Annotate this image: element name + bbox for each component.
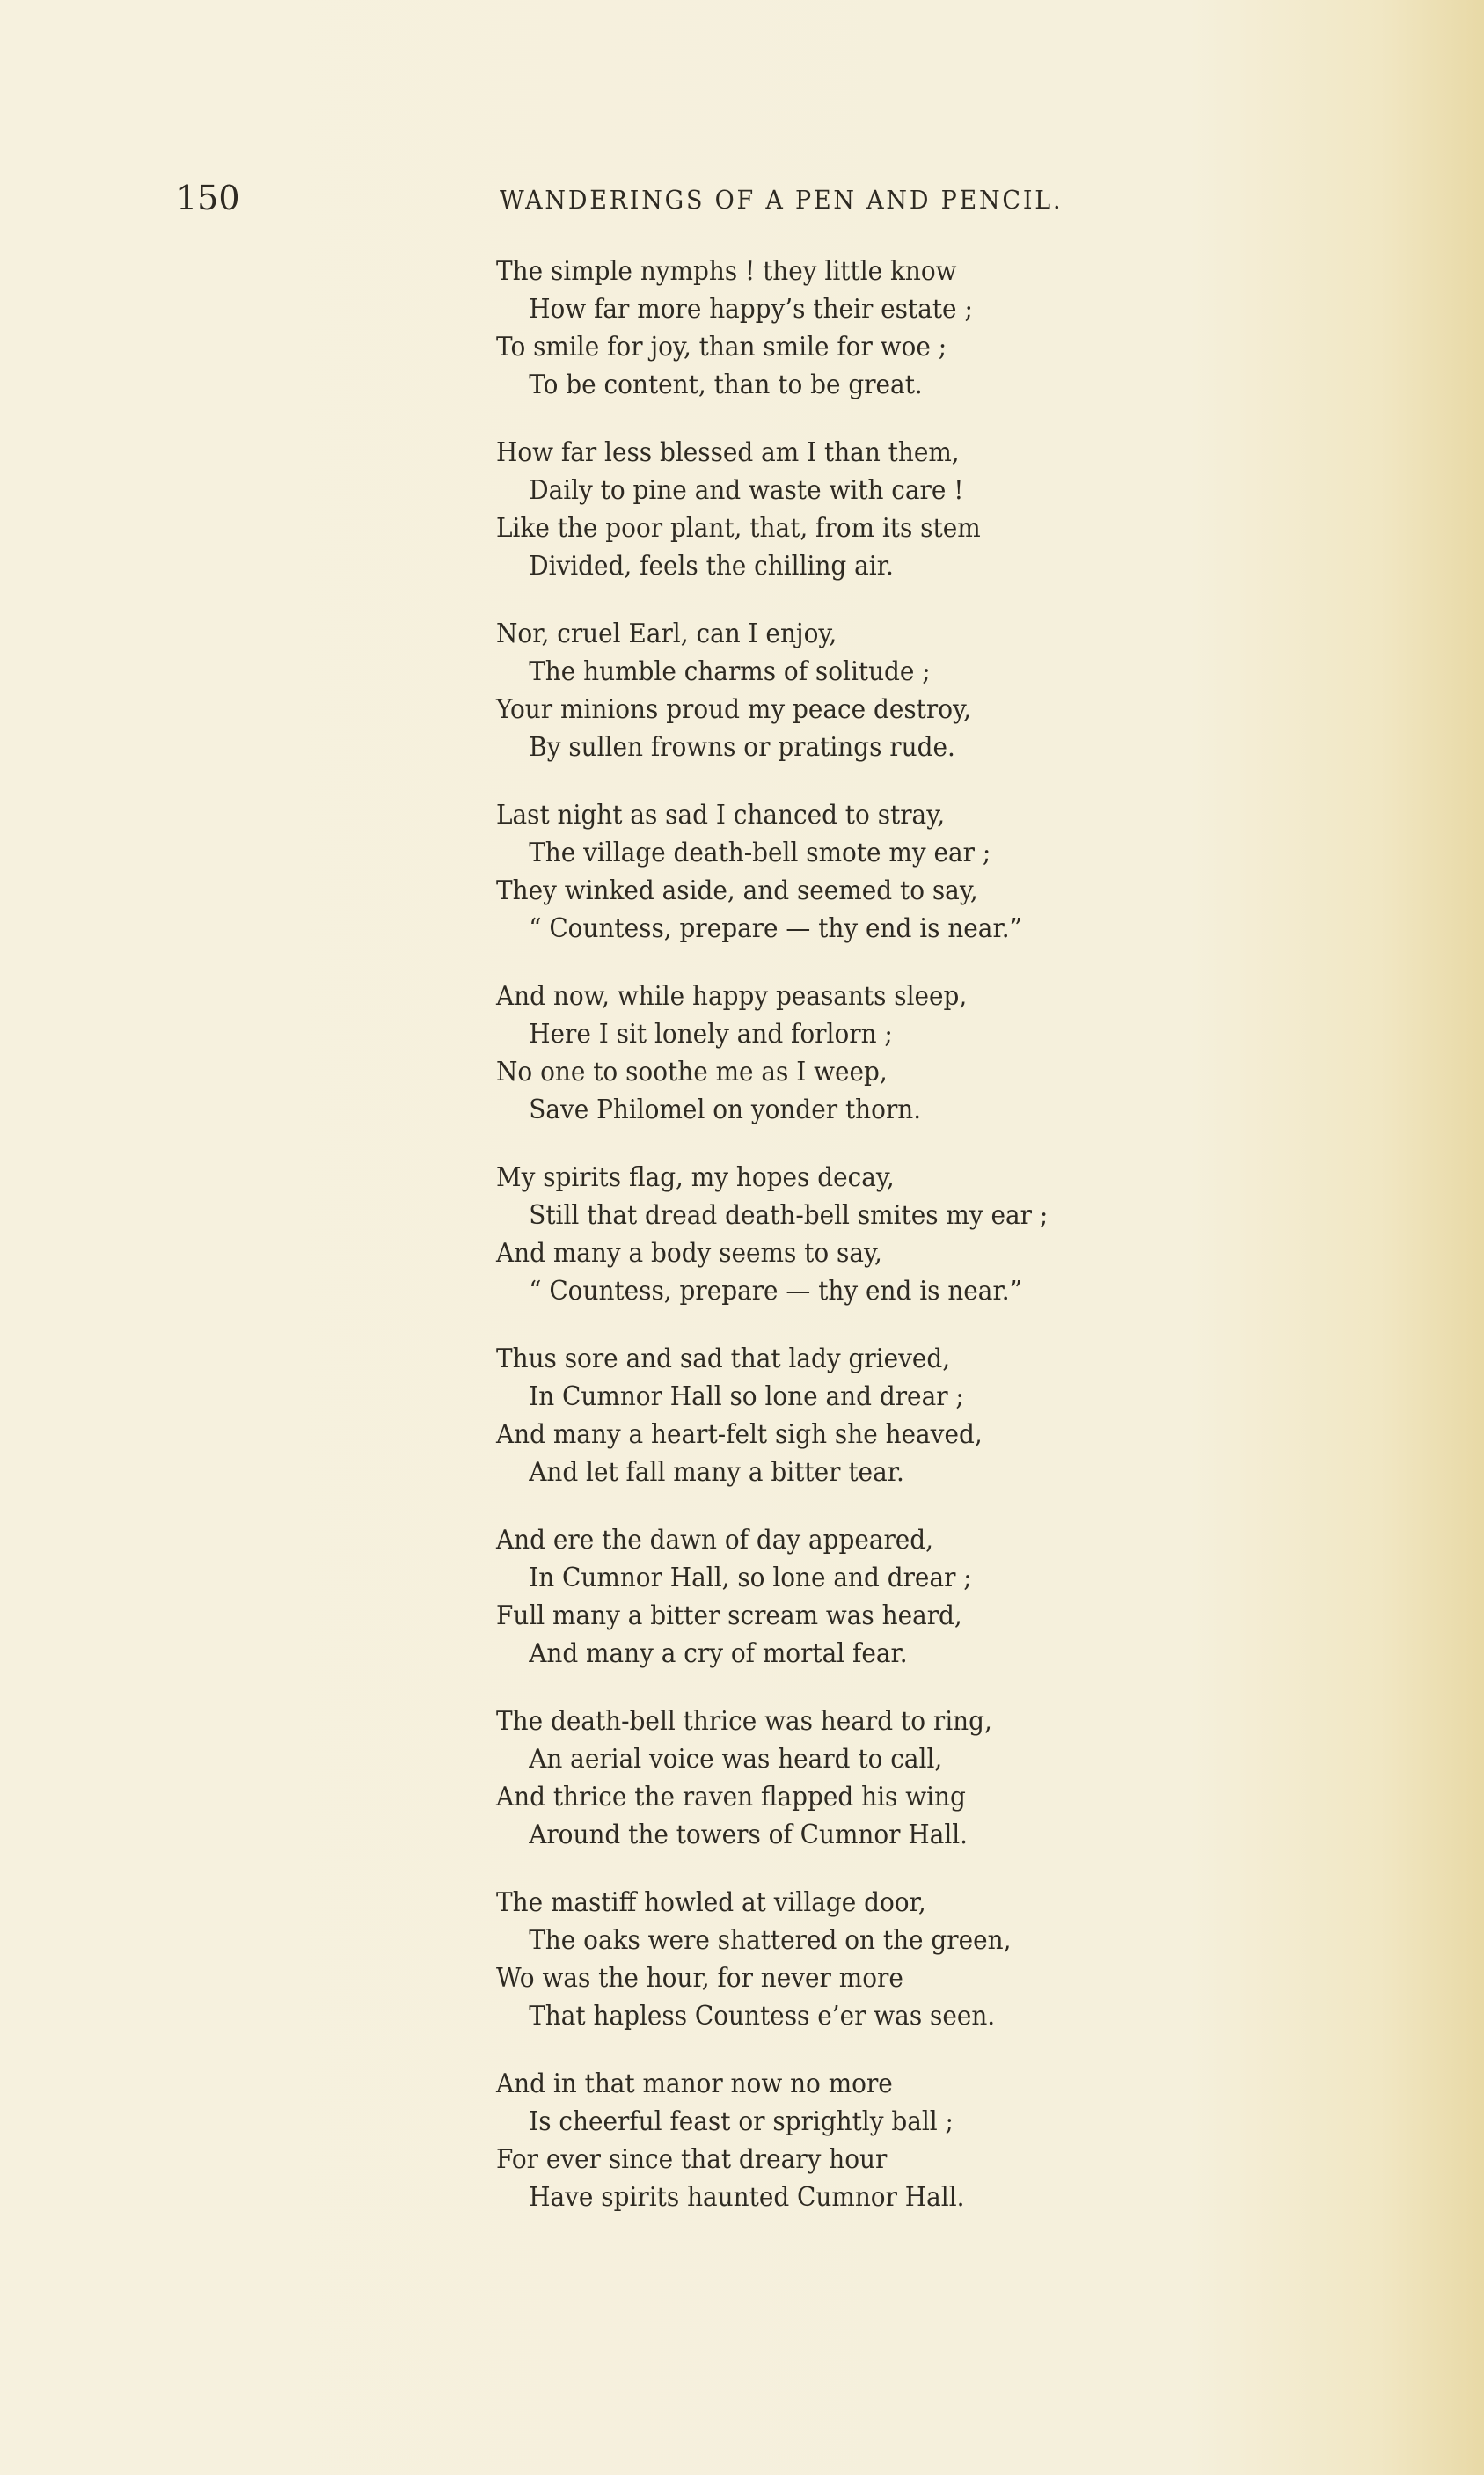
poem-line: And many a body seems to say, <box>496 1238 882 1269</box>
poem-line: And many a heart-felt sigh she heaved, <box>496 1419 983 1450</box>
poem-line: In Cumnor Hall so lone and drear ; <box>529 1381 964 1412</box>
poem-line: In Cumnor Hall, so lone and drear ; <box>529 1563 972 1593</box>
poem-line: “ Countess, prepare — thy end is near.” <box>529 913 1022 944</box>
poem-line: My spirits flag, my hopes decay, <box>496 1162 895 1193</box>
poem-line: How far less blessed am I than them, <box>496 437 960 468</box>
poem-line: An aerial voice was heard to call, <box>529 1744 943 1775</box>
poem-line: And many a cry of mortal fear. <box>529 1638 908 1669</box>
poem-line: And thrice the raven flapped his wing <box>496 1782 966 1812</box>
poem-line: How far more happy’s their estate ; <box>529 294 973 325</box>
stanza <box>496 1159 1089 1310</box>
poem-line: And ere the dawn of day appeared, <box>496 1525 934 1556</box>
poem-line: By sullen frowns or pratings rude. <box>529 732 955 763</box>
stanza <box>496 2065 1089 2216</box>
poem-line: Still that dread death-bell smites my ear ; <box>529 1200 1049 1231</box>
poem-line: Divided, feels the chilling air. <box>529 551 894 582</box>
poem-line: Save Philomel on yonder thorn. <box>529 1095 922 1125</box>
poem-line: The village death-bell smote my ear ; <box>529 838 991 868</box>
stanza <box>496 615 1089 766</box>
running-title: WANDERINGS OF A PEN AND PENCIL. <box>500 185 1064 215</box>
poem-line: Is cheerful feast or sprightly ball ; <box>529 2106 954 2137</box>
poem-line: Like the poor plant, that, from its stem <box>496 513 981 544</box>
poem-line: Wo was the hour, for never more <box>496 1963 903 1994</box>
poem-line: Daily to pine and waste with care ! <box>529 475 964 506</box>
poem-line: Have spirits haunted Cumnor Hall. <box>529 2182 965 2213</box>
poem-line: The simple nymphs ! they little know <box>496 256 957 287</box>
poem-line: To be content, than to be great. <box>529 370 923 400</box>
poem <box>496 253 1089 2246</box>
poem-line: That hapless Countess e’er was seen. <box>529 2001 996 2032</box>
stanza <box>496 1521 1089 1673</box>
poem-line: The death-bell thrice was heard to ring, <box>496 1706 992 1737</box>
poem-line: The humble charms of solitude ; <box>529 656 931 687</box>
poem-line: No one to soothe me as I weep, <box>496 1057 888 1087</box>
poem-line: The mastiff howled at village door, <box>496 1887 926 1918</box>
poem-line: To smile for joy, than smile for woe ; <box>496 332 947 362</box>
page-number: 150 <box>176 179 240 217</box>
poem-line: Your minions proud my peace destroy, <box>496 694 971 725</box>
poem-line: And now, while happy peasants sleep, <box>496 981 968 1012</box>
poem-line: And let fall many a bitter tear. <box>529 1457 904 1488</box>
poem-line: The oaks were shattered on the green, <box>529 1925 1012 1956</box>
poem-line: “ Countess, prepare — thy end is near.” <box>529 1276 1022 1307</box>
poem-line: For ever since that dreary hour <box>496 2144 888 2175</box>
poem-line: Here I sit lonely and forlorn ; <box>529 1019 893 1050</box>
poem-line: Nor, cruel Earl, can I enjoy, <box>496 619 837 649</box>
poem-line: Thus sore and sad that lady grieved, <box>496 1344 951 1374</box>
stanza <box>496 1884 1089 2035</box>
stanza <box>496 1340 1089 1491</box>
poem-line: They winked aside, and seemed to say, <box>496 875 978 906</box>
poem-line: Around the towers of Cumnor Hall. <box>529 1820 969 1850</box>
stanza <box>496 1702 1089 1854</box>
poem-line: And in that manor now no more <box>496 2069 893 2099</box>
stanza <box>496 253 1089 404</box>
stanza <box>496 978 1089 1129</box>
stanza <box>496 796 1089 948</box>
poem-line: Last night as sad I chanced to stray, <box>496 800 946 831</box>
stanza <box>496 434 1089 585</box>
poem-line: Full many a bitter scream was heard, <box>496 1600 962 1631</box>
